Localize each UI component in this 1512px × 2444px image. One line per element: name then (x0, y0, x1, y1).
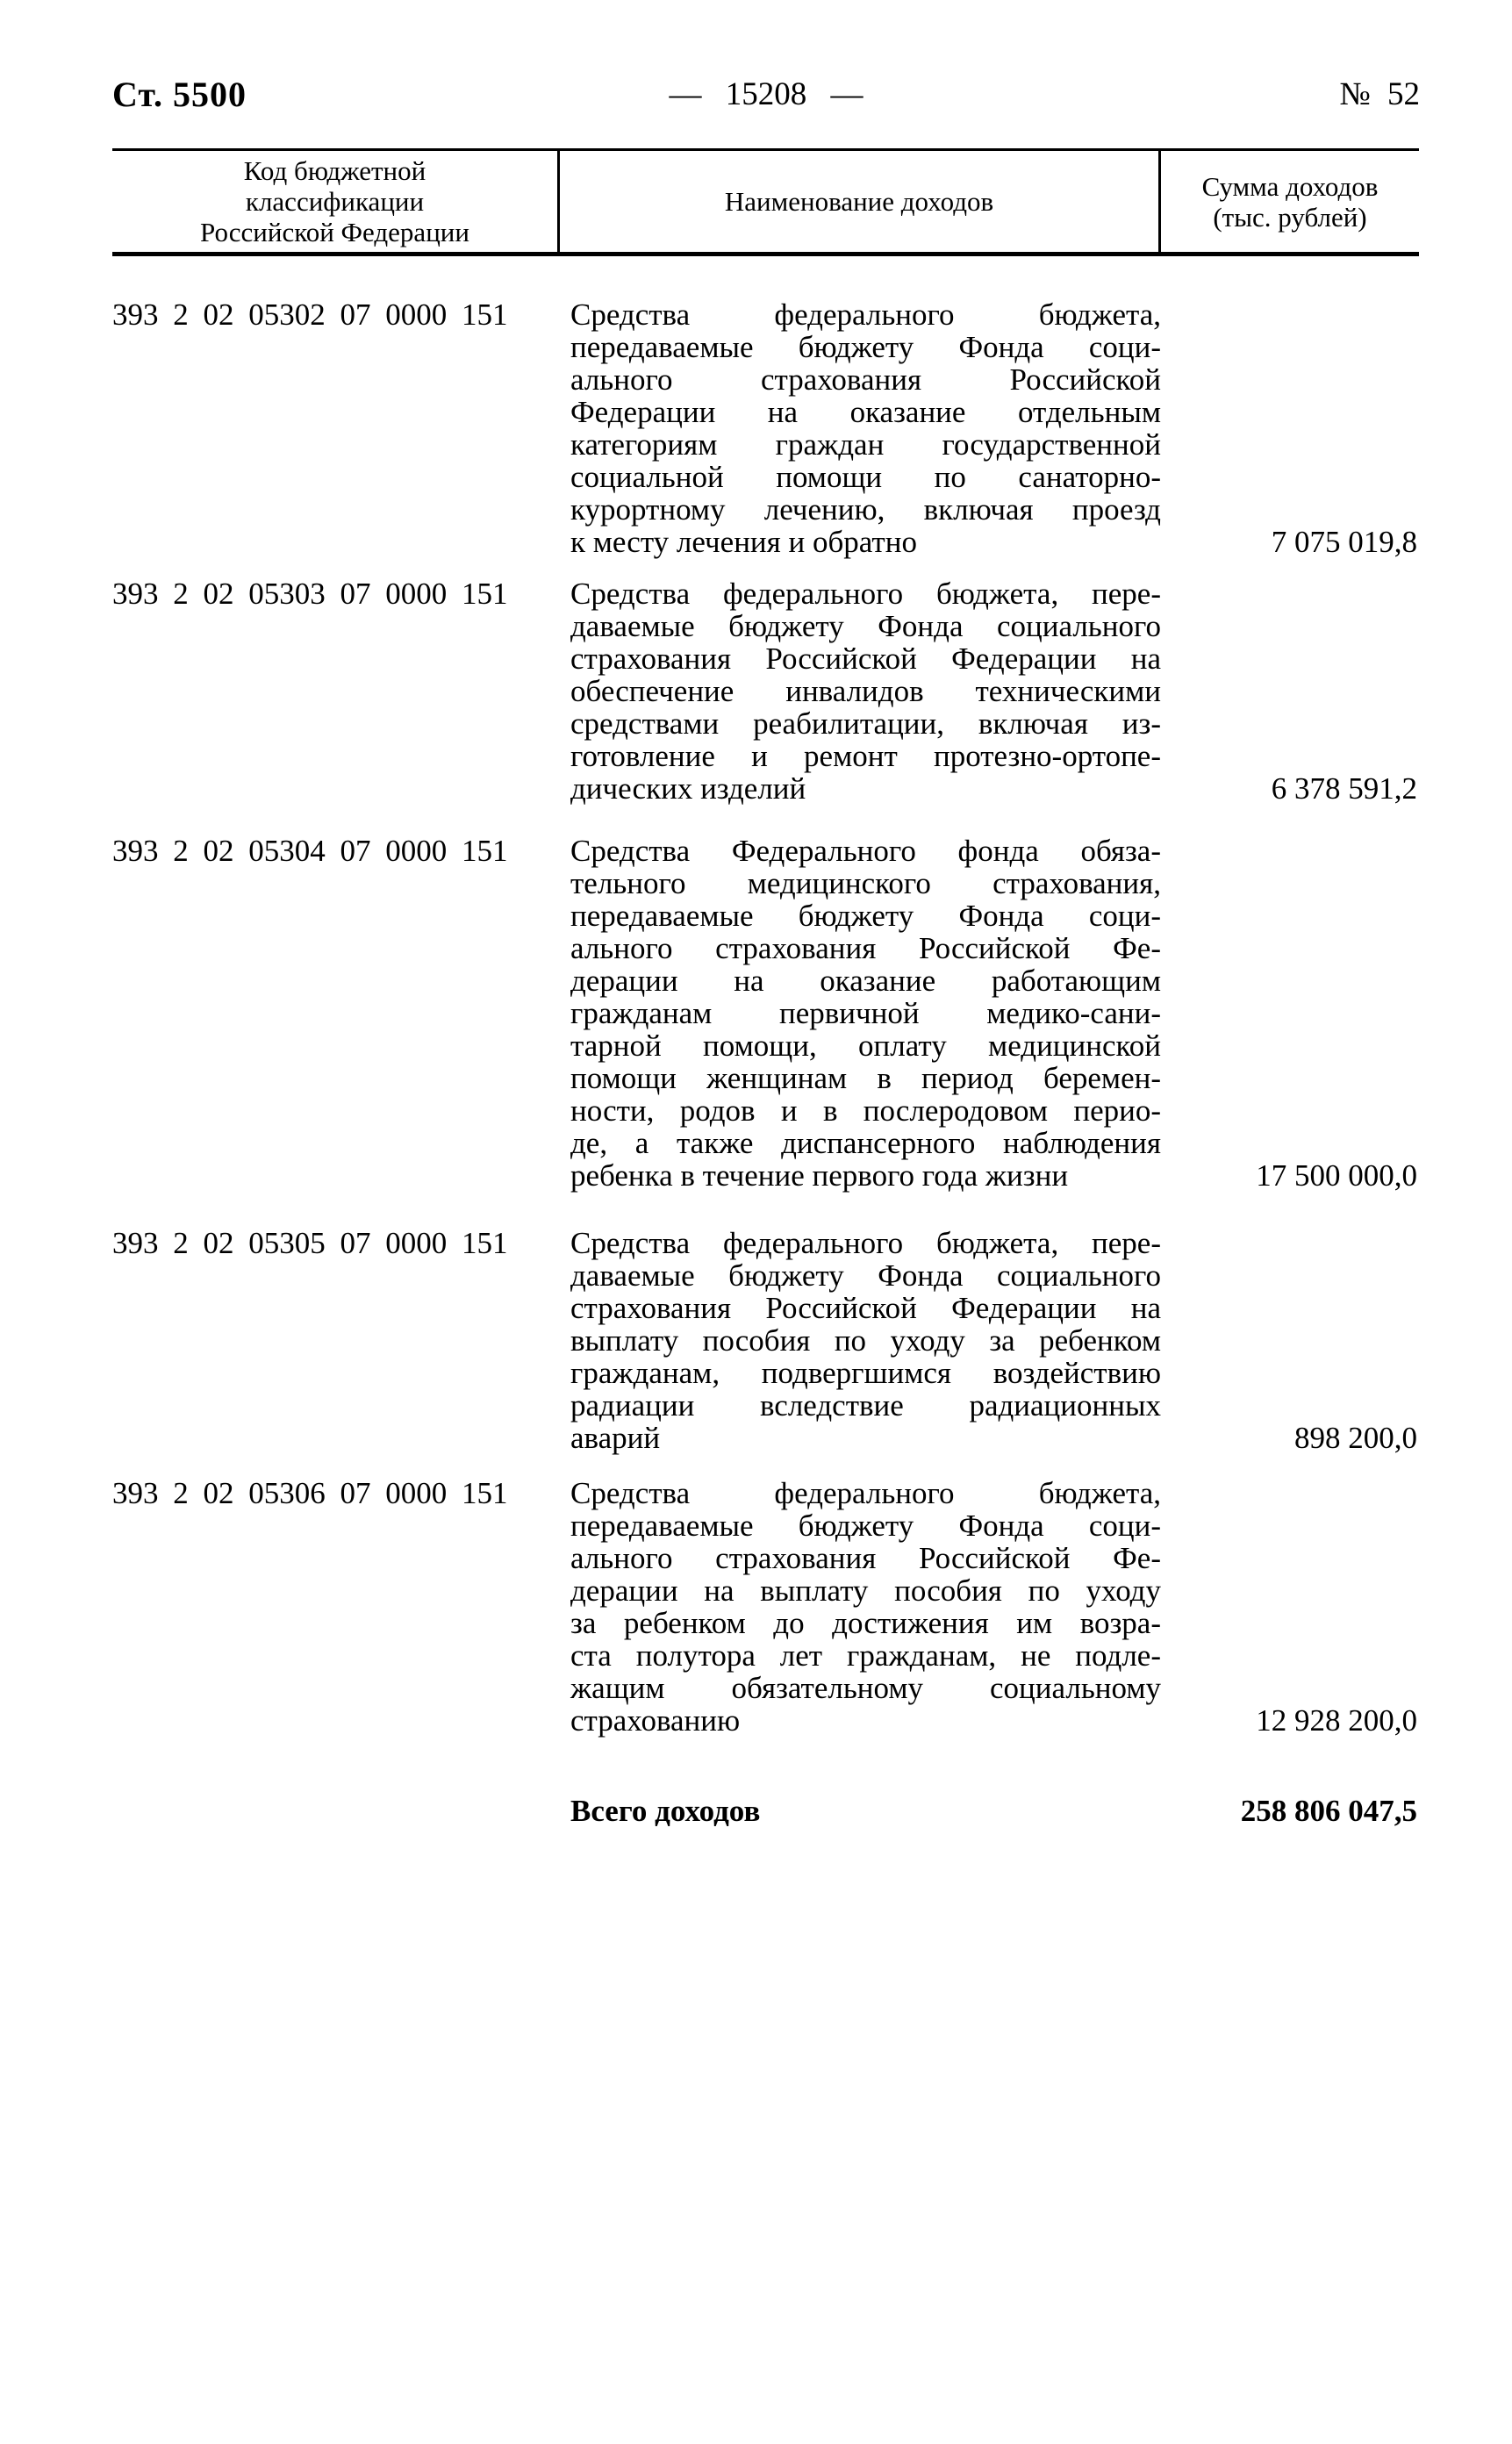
column-header-budget-code: Код бюджетной классификации Российской Федерации (112, 151, 560, 252)
column-header-income-sum: Сумма доходов (тыс. рублей) (1201, 170, 1379, 233)
page-number: — 15208 — (669, 76, 863, 112)
total-amount: 258 806 047,5 (1240, 1794, 1417, 1828)
budget-code: 393 2 02 05303 07 0000 151 (112, 577, 508, 611)
total-label: Всего доходов (570, 1794, 761, 1828)
income-amount: 12 928 200,0 (1256, 1703, 1417, 1738)
income-name: Средства федерального бюджета, пере- даваемые бюджету Фонда социального страхования Российской Федерации на обеспечение инвалидов техническими средствами реабилитации, включая из- готовление и ремонт протезно-ортопе- дических изделий (570, 577, 1161, 806)
budget-code: 393 2 02 05305 07 0000 151 (112, 1226, 508, 1260)
table-row (112, 577, 1419, 805)
table-header (112, 148, 1419, 256)
income-name: Средства федерального бюджета, передаваемые бюджету Фонда соци- ального страхования Российской Федерации на оказание отдельным категориям граждан государственной социальной помощи по санаторно- курортному лечению, включая проезд к месту лечения и обратно (570, 297, 1161, 559)
table-row (112, 1227, 1419, 1454)
page-header (112, 74, 1420, 118)
income-amount: 898 200,0 (1294, 1421, 1417, 1455)
budget-code: 393 2 02 05302 07 0000 151 (112, 297, 508, 332)
income-name: Средства федерального бюджета, пере- даваемые бюджету Фонда социального страхования Российской Федерации на выплату пособия по уходу за ребенком гражданам, подвергшимся воздействию радиации вследствие радиационных аварий (570, 1226, 1161, 1455)
article-number: Ст. 5500 (112, 75, 247, 114)
total-row (112, 1795, 1419, 1827)
table-row (112, 835, 1419, 1192)
income-amount: 17 500 000,0 (1256, 1158, 1417, 1193)
table-row (112, 1477, 1419, 1737)
income-name: Средства Федерального фонда обяза- тельного медицинского страхования, передаваемые бюджету Фонда соци- ального страхования Российской Фе- дерации на оказание работающим гражданам первичной медико-сани- тарной помощи, оплату медицинской помощи женщинам в период беремен- ности, родов и в послеродовом перио- де, а также диспансерного наблюдения ребенка в течение первого года жизни (570, 834, 1161, 1193)
column-header-income-name-label: Наименование доходов (724, 186, 994, 217)
column-header-income-name (560, 151, 1161, 252)
budget-code: 393 2 02 05304 07 0000 151 (112, 834, 508, 868)
income-amount: 7 075 019,8 (1271, 525, 1417, 559)
issue-number: № 52 (1339, 76, 1420, 112)
income-name: Средства федерального бюджета, передаваемые бюджету Фонда соци- ального страхования Российской Фе- дерации на выплату пособия по уходу за ребенком до достижения им возра- ста полутора лет гражданам, не подле- жащим обязательному социальному страхованию (570, 1476, 1161, 1738)
budget-code: 393 2 02 05306 07 0000 151 (112, 1476, 508, 1510)
income-amount: 6 378 591,2 (1271, 771, 1417, 806)
table-row (112, 298, 1419, 558)
